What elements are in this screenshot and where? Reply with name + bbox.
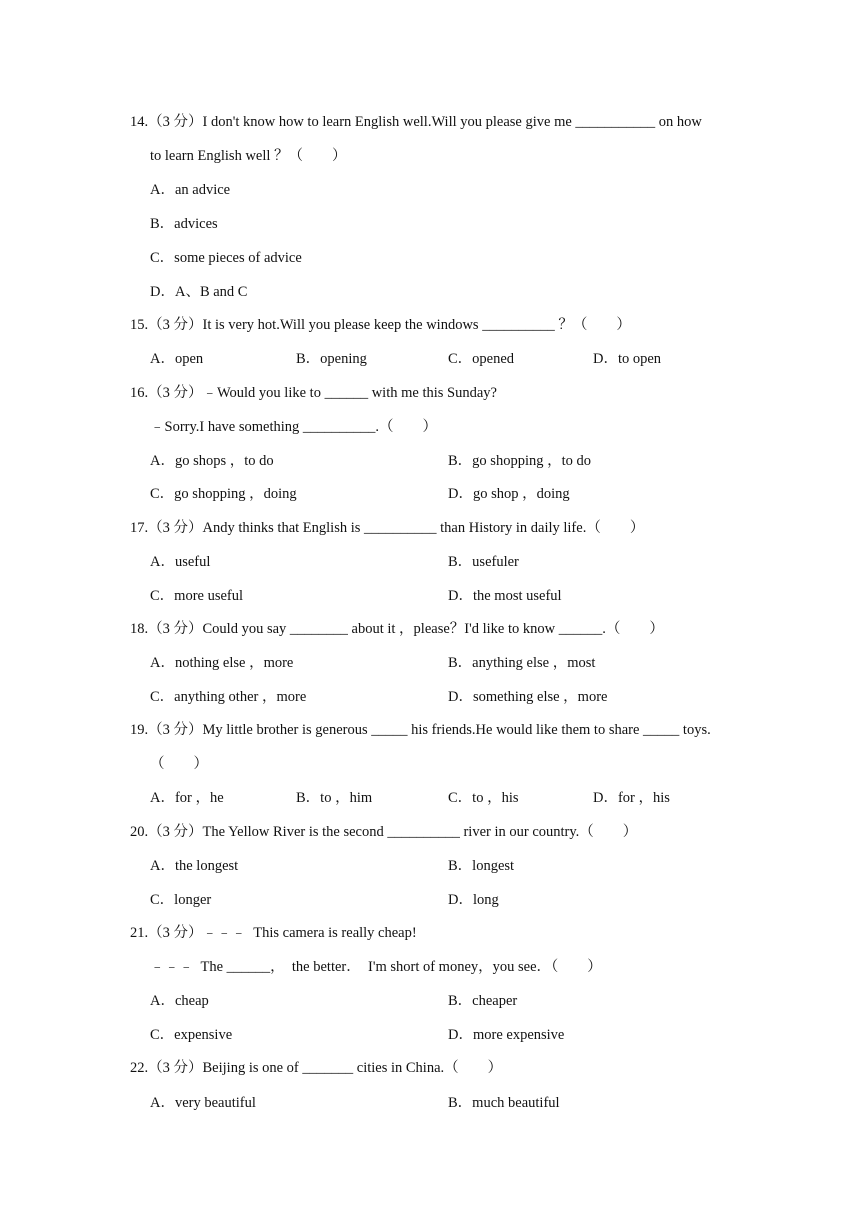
question-17-option-b: B．usefuler bbox=[448, 554, 519, 570]
question-15-option-a: A．open bbox=[150, 351, 204, 367]
question-20-option-b: B．longest bbox=[448, 858, 515, 874]
question-score: （3 分） bbox=[148, 1060, 203, 1076]
question-15-option-d: D．to open bbox=[593, 351, 662, 367]
question-14-stem-cont: to learn English well ？（ ） bbox=[150, 148, 347, 164]
question-14-option-c: C．some pieces of advice bbox=[150, 250, 302, 266]
question-score: （3 分） bbox=[148, 722, 203, 738]
question-number: 21 bbox=[130, 925, 145, 941]
question-14-option-b: B．advices bbox=[150, 216, 218, 232]
question-text: Beijing is one of _______ cities in China.（ ） bbox=[202, 1060, 503, 1076]
question-16-option-d: D．go shop ，doing bbox=[448, 486, 570, 502]
question-22-option-b: B．much beautiful bbox=[448, 1095, 560, 1111]
question-text: ﹣Would you like to ______ with me this Sunday? bbox=[202, 385, 497, 401]
question-score: （3 分） bbox=[148, 317, 203, 333]
question-21-option-c: C．expensive bbox=[150, 1027, 233, 1043]
question-score: （3 分） bbox=[148, 925, 203, 941]
question-16-option-b: B．go shopping ，to do bbox=[448, 453, 591, 469]
question-number: 20 bbox=[130, 824, 145, 840]
question-number: 16 bbox=[130, 385, 145, 401]
question-20-option-a: A．the longest bbox=[150, 858, 239, 874]
question-number: 14 bbox=[130, 114, 145, 130]
question-text: ﹣﹣﹣ This camera is really cheap! bbox=[202, 925, 417, 941]
question-text: It is very hot.Will you please keep the windows __________ ？（ ） bbox=[202, 317, 631, 333]
question-score: （3 分） bbox=[148, 114, 203, 130]
question-17-option-c: C．more useful bbox=[150, 588, 244, 604]
question-16-stem-cont: ﹣Sorry.I have something __________.（ ） bbox=[150, 419, 438, 435]
question-21-stem: 21.（3 分）﹣﹣﹣ This camera is really cheap! bbox=[130, 925, 417, 941]
question-number: 19 bbox=[130, 722, 145, 738]
question-19-option-b: B．to ，him bbox=[296, 790, 373, 806]
question-21-option-d: D．more expensive bbox=[448, 1027, 565, 1043]
question-19-stem-cont: （ ） bbox=[150, 756, 208, 772]
question-21-option-b: B．cheaper bbox=[448, 993, 518, 1009]
question-score: （3 分） bbox=[148, 621, 203, 637]
question-score: （3 分） bbox=[148, 385, 203, 401]
question-14-option-a: A．an advice bbox=[150, 182, 231, 198]
question-19-option-a: A．for ，he bbox=[150, 790, 224, 806]
question-22-stem: 22.（3 分）Beijing is one of _______ cities in China.（ ） bbox=[130, 1060, 503, 1076]
question-20-option-d: D．long bbox=[448, 892, 499, 908]
question-15-stem: 15.（3 分）It is very hot.Will you please keep the windows __________ ？（ ） bbox=[130, 317, 631, 333]
question-18-option-d: D．something else ，more bbox=[448, 689, 608, 705]
question-16-option-c: C．go shopping ，doing bbox=[150, 486, 297, 502]
question-17-stem: 17.（3 分）Andy thinks that English is __________ than History in daily life.（ ） bbox=[130, 520, 645, 536]
question-number: 18 bbox=[130, 621, 145, 637]
question-16-option-a: A．go shops ，to do bbox=[150, 453, 274, 469]
question-20-option-c: C．longer bbox=[150, 892, 212, 908]
question-score: （3 分） bbox=[148, 520, 203, 536]
question-number: 22 bbox=[130, 1060, 145, 1076]
question-number: 15 bbox=[130, 317, 145, 333]
question-score: （3 分） bbox=[148, 824, 203, 840]
question-18-option-c: C．anything other ，more bbox=[150, 689, 307, 705]
question-20-stem: 20.（3 分）The Yellow River is the second __________ river in our country.（ ） bbox=[130, 824, 638, 840]
question-text: Could you say ________ about it ，please？I'd like to know ______.（ ） bbox=[202, 621, 664, 637]
question-17-option-a: A．useful bbox=[150, 554, 211, 570]
question-18-stem: 18.（3 分）Could you say ________ about it ，please？I'd like to know ______.（ ） bbox=[130, 621, 664, 637]
question-14-option-d: D．A、B and C bbox=[150, 284, 248, 300]
question-16-stem: 16.（3 分）﹣Would you like to ______ with me this Sunday? bbox=[130, 385, 497, 401]
question-15-option-b: B．opening bbox=[296, 351, 367, 367]
question-19-stem: 19.（3 分）My little brother is generous _____ his friends.He would like them to share _____ toys. bbox=[130, 722, 711, 738]
question-text: Andy thinks that English is __________ than History in daily life.（ ） bbox=[202, 520, 645, 536]
question-18-option-b: B．anything else ，most bbox=[448, 655, 596, 671]
question-18-option-a: A．nothing else ，more bbox=[150, 655, 294, 671]
question-text: My little brother is generous _____ his friends.He would like them to share _____ toys. bbox=[202, 722, 711, 738]
question-21-stem-cont: ﹣﹣﹣ The ______， the better． I'm short of money，you see．（ ） bbox=[150, 959, 602, 975]
question-21-option-a: A．cheap bbox=[150, 993, 209, 1009]
question-number: 17 bbox=[130, 520, 145, 536]
question-14-stem: 14.（3 分）I don't know how to learn English well.Will you please give me ___________ on how bbox=[130, 114, 702, 130]
question-19-option-d: D．for ，his bbox=[593, 790, 670, 806]
question-text: I don't know how to learn English well.Will you please give me ___________ on how bbox=[202, 114, 702, 130]
question-17-option-d: D．the most useful bbox=[448, 588, 562, 604]
question-text: The Yellow River is the second __________ river in our country.（ ） bbox=[202, 824, 638, 840]
question-19-option-c: C．to ，his bbox=[448, 790, 519, 806]
question-15-option-c: C．opened bbox=[448, 351, 515, 367]
question-22-option-a: A．very beautiful bbox=[150, 1095, 256, 1111]
